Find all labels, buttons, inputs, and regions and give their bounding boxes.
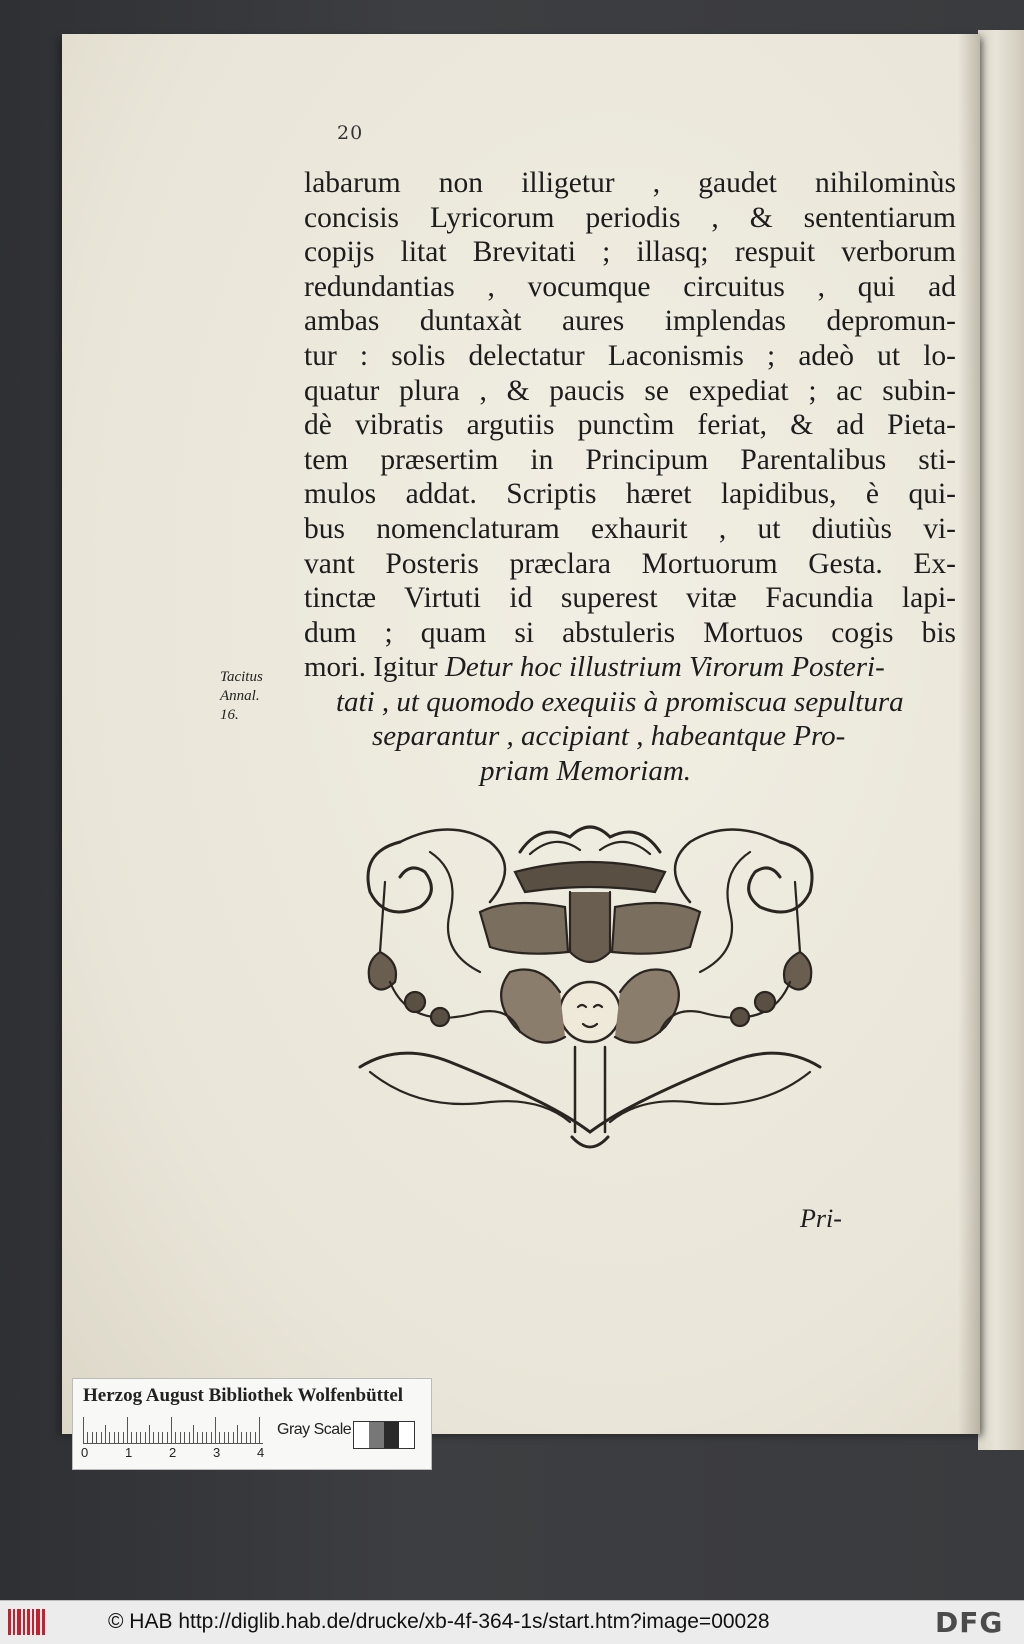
- ruler-tick: [83, 1417, 84, 1443]
- ruler-number: 1: [125, 1445, 133, 1460]
- dfg-logo: DFG: [935, 1606, 1004, 1639]
- quotation-block: [304, 650, 956, 788]
- ruler-tick: [202, 1432, 203, 1443]
- quote-line-4: priam Memoriam.: [480, 754, 692, 787]
- color-scale-card: [72, 1378, 432, 1470]
- ruler-tick: [197, 1432, 198, 1443]
- page-number: 20: [337, 122, 364, 144]
- logo-bar: [27, 1609, 30, 1635]
- ruler-tick: [250, 1432, 251, 1443]
- ruler: [83, 1415, 263, 1444]
- body-line: mulos addat. Scriptis hæret lapidibus, è qui-: [304, 478, 956, 511]
- ruler-tick: [184, 1432, 185, 1443]
- body-line: copijs litat Brevitati ; illasq; respuit verborum: [304, 236, 956, 269]
- page-gutter: [958, 34, 980, 1434]
- ruler-tick: [101, 1432, 102, 1443]
- body-line: tem præsertim in Principum Parentalibus sti-: [304, 443, 956, 476]
- ruler-tick: [189, 1432, 190, 1443]
- card-title: Herzog August Bibliothek Wolfenbüttel: [83, 1385, 404, 1406]
- gray-scale-swatches: [353, 1421, 415, 1449]
- ruler-tick: [153, 1432, 154, 1443]
- ruler-tick: [118, 1432, 119, 1443]
- ruler-tick: [127, 1417, 128, 1443]
- ruler-tick: [219, 1432, 220, 1443]
- body-line: quatur plura , & paucis se expediat ; ac subin-: [304, 374, 956, 407]
- document-page: [62, 34, 980, 1434]
- ruler-tick: [87, 1432, 88, 1443]
- marginal-note: [220, 668, 263, 725]
- ruler-tick: [145, 1432, 146, 1443]
- gray-swatch: [384, 1422, 399, 1448]
- footer-source-link[interactable]: © HAB http://diglib.hab.de/drucke/xb-4f-364-1s/start.htm?image=00028: [108, 1610, 770, 1633]
- ruler-tick: [180, 1432, 181, 1443]
- logo-bar: [17, 1609, 21, 1635]
- ruler-tick: [255, 1432, 256, 1443]
- ruler-tick: [114, 1432, 115, 1443]
- body-line: concisis Lyricorum periodis , & sententiarum: [304, 201, 956, 234]
- ruler-tick: [140, 1432, 141, 1443]
- ruler-tick: [237, 1425, 238, 1443]
- gray-swatch: [399, 1422, 414, 1448]
- quote-line-2: tati , ut quomodo exequiis à promiscua sepultura: [336, 685, 904, 718]
- ruler-tick: [162, 1432, 163, 1443]
- marginal-note-line: Tacitus: [220, 669, 263, 685]
- body-text: [304, 166, 956, 650]
- ruler-tick: [158, 1432, 159, 1443]
- ruler-tick: [228, 1432, 229, 1443]
- quote-text-1: Detur hoc illustrium Virorum Posteri-: [444, 651, 885, 683]
- ruler-tick: [193, 1425, 194, 1443]
- body-line: dum ; quam si abstuleris Mortuos cogis bis: [304, 616, 956, 649]
- body-line: tinctæ Virtuti id superest vitæ Facundia lapi-: [304, 582, 956, 615]
- marginal-note-line: Annal.: [220, 688, 260, 704]
- woodcut-ornament: [340, 812, 840, 1164]
- logo-bar: [36, 1609, 40, 1635]
- logo-bar: [32, 1609, 34, 1635]
- ruler-tick: [241, 1432, 242, 1443]
- logo-bar: [42, 1609, 45, 1635]
- ruler-tick: [215, 1417, 216, 1443]
- body-line: labarum non illigetur , gaudet nihilominùs: [304, 167, 956, 199]
- marginal-note-line: 16.: [220, 707, 239, 723]
- adjacent-page-edge: [978, 30, 1024, 1450]
- ruler-number: 4: [257, 1445, 265, 1460]
- catchword: Pri-: [800, 1204, 842, 1233]
- ruler-tick: [149, 1425, 150, 1443]
- ruler-tick: [206, 1432, 207, 1443]
- ruler-tick: [131, 1432, 132, 1443]
- ruler-tick: [92, 1432, 93, 1443]
- quote-lead: mori. Igitur: [304, 651, 438, 683]
- ruler-tick: [109, 1432, 110, 1443]
- gray-swatch: [369, 1422, 384, 1448]
- gray-swatch: [354, 1422, 369, 1448]
- ruler-tick: [105, 1425, 106, 1443]
- ruler-tick: [233, 1432, 234, 1443]
- ruler-tick: [136, 1432, 137, 1443]
- quote-line-1: [304, 650, 956, 685]
- body-line: vant Posteris præclara Mortuorum Gesta. Ex-: [304, 547, 956, 580]
- ruler-number: 3: [213, 1445, 221, 1460]
- ruler-tick: [246, 1432, 247, 1443]
- body-line: tur : solis delectatur Laconismis ; adeò ut lo-: [304, 339, 956, 372]
- ruler-tick: [96, 1432, 97, 1443]
- body-line: bus nomenclaturam exhaurit , ut diutiùs vi-: [304, 512, 956, 545]
- footer-bar: [0, 1600, 1024, 1644]
- ruler-tick: [171, 1417, 172, 1443]
- ruler-tick: [259, 1417, 260, 1443]
- ruler-tick: [224, 1432, 225, 1443]
- logo-bar: [23, 1609, 25, 1635]
- ruler-tick: [211, 1432, 212, 1443]
- ruler-tick: [123, 1432, 124, 1443]
- ruler-number: 0: [81, 1445, 89, 1460]
- ruler-tick: [175, 1432, 176, 1443]
- ruler-number: 2: [169, 1445, 177, 1460]
- hab-logo-icon: [8, 1609, 48, 1635]
- gray-scale-label: Gray Scale: [277, 1421, 352, 1438]
- quote-line-3: separantur , accipiant , habeantque Pro-: [372, 720, 846, 753]
- logo-bar: [8, 1609, 11, 1635]
- body-line: redundantias , vocumque circuitus , qui ad: [304, 270, 956, 303]
- body-line: dè vibratis argutiis punctìm feriat, & ad Pieta-: [304, 409, 956, 442]
- ruler-tick: [167, 1432, 168, 1443]
- body-line: ambas duntaxàt aures implendas depromun-: [304, 305, 956, 338]
- logo-bar: [13, 1609, 15, 1635]
